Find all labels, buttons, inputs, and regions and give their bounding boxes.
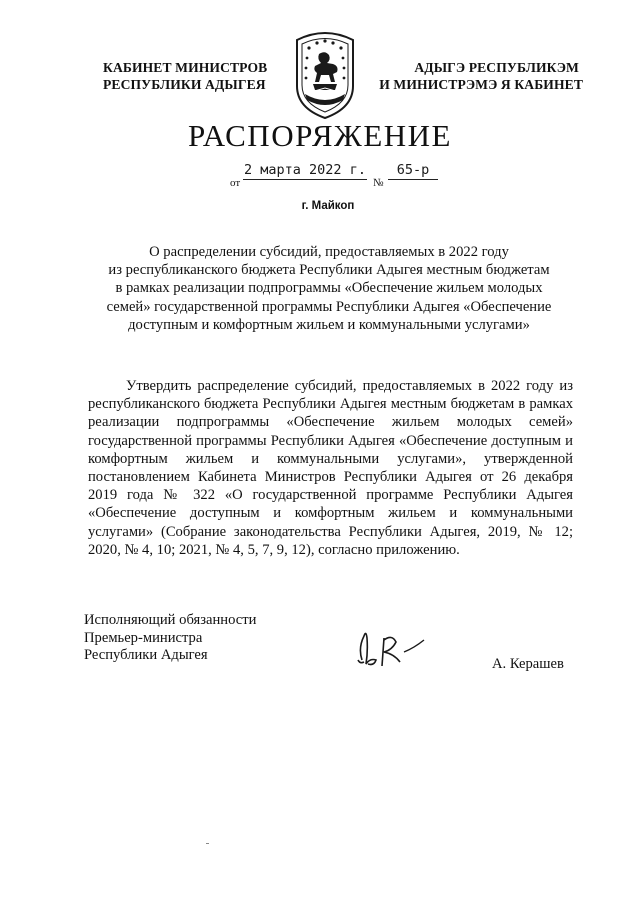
header-right	[373, 59, 583, 93]
subject-line: О распределении субсидий, предоставляемых в 2022 году	[149, 244, 509, 260]
document-title: РАСПОРЯЖЕНИЕ	[188, 118, 452, 153]
position-line: Премьер-министра	[84, 629, 203, 646]
adygea-coat-of-arms-icon	[289, 28, 361, 120]
subject-line: доступным и комфортным жильем и коммунальными услугами»	[128, 316, 530, 333]
date-prefix: от	[230, 177, 241, 189]
number-prefix: №	[373, 177, 384, 189]
document-date: 2 марта 2022 г.	[244, 162, 366, 178]
city: г. Майкоп	[301, 200, 355, 212]
scan-mark	[206, 843, 209, 844]
document-subject	[94, 243, 564, 334]
header-left	[103, 59, 267, 93]
position-line: Республики Адыгея	[84, 647, 208, 663]
document-body	[88, 377, 573, 559]
document-number: 65-р	[388, 162, 438, 180]
header-left-line1: КАБИНЕТ МИНИСТРОВ	[103, 60, 268, 75]
handwritten-signature	[340, 618, 440, 678]
signatory-name: А. Керашев	[492, 656, 564, 672]
position-line: Исполняющий обязанности	[84, 612, 257, 628]
header-right-line1: АДЫГЭ РЕСПУБЛИКЭМ	[414, 60, 579, 75]
subject-line: семей» государственной программы Республики Адыгея «Обеспечение	[106, 298, 552, 315]
signatory-position	[84, 612, 256, 665]
header-right-line2: И МИНИСТРЭМЭ Я КАБИНЕТ	[379, 77, 583, 92]
body-paragraph: Утвердить распределение субсидий, предоставляемых в 2022 году из республиканского бюджета Республики Адыгея местным бюджетам в рамках реализации подпрограммы «Обеспечение жильем молодых семей» государственной программы Республики Адыгея «Обеспечение доступным и комфортным жильем и коммунальными услугами», утвержденной постановлением Кабинета Министров Республики Адыгея от 26 декабря 2019 года № 322 «О государственной программе Республики Адыгея «Обеспечение доступным и комфортным жильем и коммунальными услугами» (Собрание законодательства Республики Адыгея, 2019, № 12; 2020, № 4, 10; 2021, № 4, 5, 7, 9, 12), согласно приложению.	[88, 378, 573, 558]
subject-line: из республиканского бюджета Республики Адыгея местным бюджетам	[108, 262, 550, 279]
header-left-line2: РЕСПУБЛИКИ АДЫГЕЯ	[103, 77, 266, 92]
subject-line: в рамках реализации подпрограммы «Обеспечение жильем молодых	[115, 280, 543, 297]
